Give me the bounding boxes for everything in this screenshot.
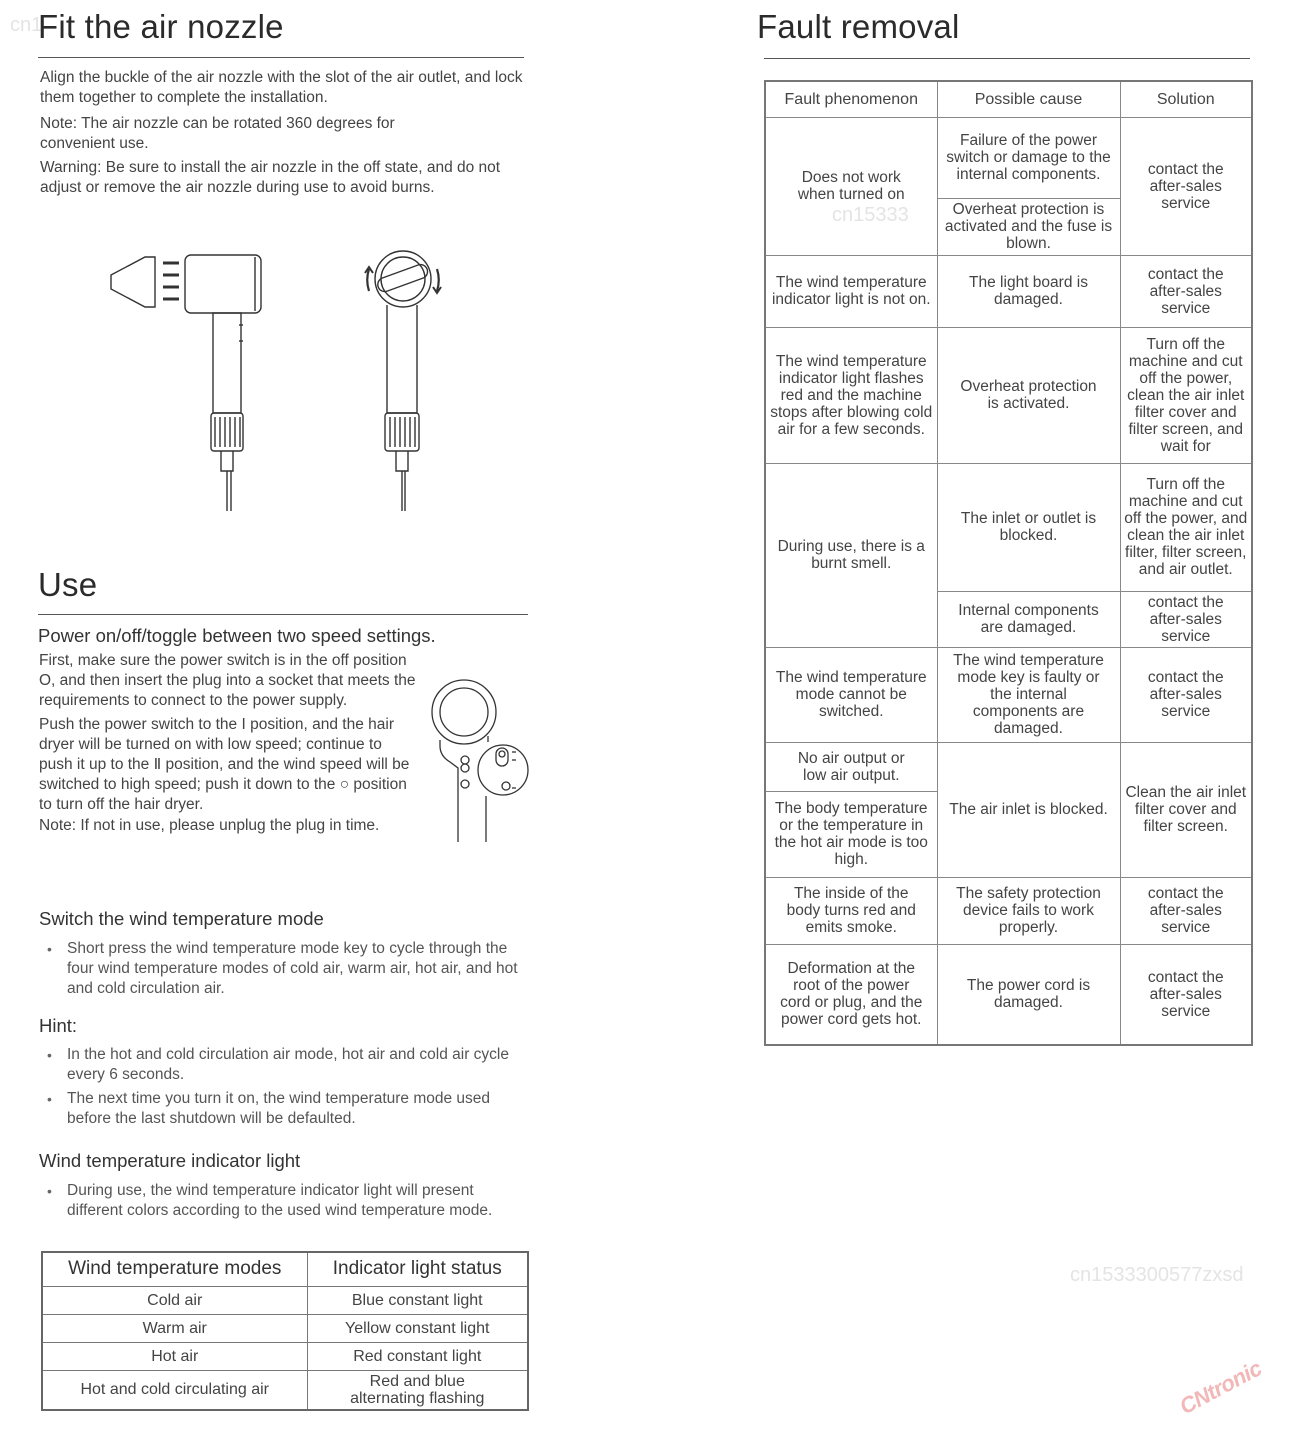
indicator-list: [39, 1181, 531, 1225]
fault-solution: Turn off the machine and cut off the power, clean the air inlet filter cover and filter screen, and wait for: [1120, 327, 1252, 463]
fault-cause: The inlet or outlet is blocked.: [937, 463, 1120, 591]
fault-solution: contact the after-sales service: [1120, 647, 1252, 742]
fault-cause: Failure of the power switch or damage to the internal components.: [937, 117, 1120, 198]
fault-solution: Clean the air inlet filter cover and filter screen.: [1120, 742, 1252, 877]
table-header-row: [765, 81, 1252, 117]
fault-cause: The wind temperature mode key is faulty or the internal components are damaged.: [937, 647, 1120, 742]
fault-phenomenon: Does not work when turned on: [765, 117, 937, 255]
column-header: Wind temperature modes: [42, 1252, 307, 1286]
section-title-fault: Fault removal: [757, 8, 960, 45]
switch-mode-list: [39, 939, 531, 1003]
fault-removal-table: [764, 80, 1253, 1046]
nozzle-text: [40, 68, 525, 198]
power-note: Note: If not in use, please unplug the plug in time.: [39, 816, 380, 834]
list-item: • During use, the wind temperature indicator light will present different colors according to the used wind temperature mode.: [39, 1181, 531, 1221]
fault-cause: Overheat protection is activated and the fuse is blown.: [937, 198, 1120, 255]
list-item: • Short press the wind temperature mode key to cycle through the four wind temperature modes of cold air, warm air, hot air, and hot and cold circulation air.: [39, 939, 531, 999]
fault-solution: contact the after-sales service: [1120, 944, 1252, 1045]
title-rule: [764, 58, 1250, 59]
power-heading: Power on/off/toggle between two speed settings.: [38, 625, 436, 646]
column-header: Fault phenomenon: [765, 81, 937, 117]
fault-cause: Overheat protection is activated.: [937, 327, 1120, 463]
table-header-row: [42, 1252, 528, 1286]
fault-solution: Turn off the machine and cut off the power, and clean the air inlet filter, filter screen, and air outlet.: [1120, 463, 1252, 591]
table-cell: Hot air: [42, 1342, 307, 1370]
table-row: [765, 877, 1252, 944]
nozzle-note: Note: The air nozzle can be rotated 360 degrees for convenient use.: [40, 115, 395, 152]
table-row: [765, 117, 1252, 198]
table-cell: Yellow constant light: [307, 1314, 528, 1342]
title-rule: [38, 614, 528, 615]
cntronic-logo: [1175, 1350, 1284, 1436]
table-row: [42, 1342, 528, 1370]
column-header: Solution: [1120, 81, 1252, 117]
table-row: [765, 327, 1252, 463]
table-row: [42, 1370, 528, 1410]
title-rule: [38, 57, 524, 58]
power-paragraph-1: First, make sure the power switch is in the off position O, and then insert the plug into a socket that meets the requirements to connect to the power supply.: [39, 652, 416, 710]
table-cell: Red and blue alternating flashing: [307, 1370, 528, 1410]
logo-text: CNtronic: [1175, 1355, 1266, 1420]
fault-phenomenon: During use, there is a burnt smell.: [765, 463, 937, 647]
column-header: Indicator light status: [307, 1252, 528, 1286]
watermark-text: cn1: [10, 14, 43, 36]
table-row: [765, 647, 1252, 742]
fault-cause: The air inlet is blocked.: [937, 742, 1120, 877]
watermark-text: cn15333: [832, 204, 909, 226]
table-cell: Blue constant light: [307, 1286, 528, 1314]
table-cell: Hot and cold circulating air: [42, 1370, 307, 1410]
section-title-nozzle: Fit the air nozzle: [38, 8, 284, 45]
hair-dryer-rotation-illustration: [355, 245, 455, 515]
nozzle-warning: Warning: Be sure to install the air nozzle in the off state, and do not adjust or remove the air nozzle during use to avoid burns.: [40, 159, 501, 196]
fault-cause: The power cord is damaged.: [937, 944, 1120, 1045]
table-cell: Cold air: [42, 1286, 307, 1314]
fault-phenomenon: The wind temperature indicator light flashes red and the machine stops after blowing cold air for a few seconds.: [765, 327, 937, 463]
column-header: Possible cause: [937, 81, 1120, 117]
fault-phenomenon: The wind temperature indicator light is not on.: [765, 255, 937, 327]
fault-phenomenon: The body temperature or the temperature in the hot air mode is too high.: [765, 791, 937, 877]
table-row: [765, 463, 1252, 591]
fault-solution: contact the after-sales service: [1120, 877, 1252, 944]
fault-solution: contact the after-sales service: [1120, 255, 1252, 327]
fault-cause: The safety protection device fails to work properly.: [937, 877, 1120, 944]
section-title-use: Use: [38, 566, 98, 603]
power-paragraph-2: Push the power switch to the I position, and the hair dryer will be turned on with low speed; continue to push it up to the Ⅱ position, and the wind speed will be switched to high speed; push it down to the ○ position to turn off the hair dryer.: [39, 715, 410, 814]
table-row: [42, 1286, 528, 1314]
mode-indicator-table: [41, 1251, 529, 1411]
fault-cause: Internal components are damaged.: [937, 591, 1120, 647]
fault-phenomenon: Deformation at the root of the power cord or plug, and the power cord gets hot.: [765, 944, 937, 1045]
switch-mode-heading: Switch the wind temperature mode: [39, 908, 324, 929]
list-item: • In the hot and cold circulation air mode, hot air and cold air cycle every 6 seconds.: [39, 1045, 531, 1085]
fault-solution: contact the after-sales service: [1120, 117, 1252, 255]
table-row: [765, 255, 1252, 327]
hint-list: [39, 1045, 531, 1133]
fault-phenomenon: The inside of the body turns red and emits smoke.: [765, 877, 937, 944]
table-row: [765, 742, 1252, 791]
watermark-text: cn1533300577zxsd: [1070, 1264, 1244, 1286]
table-row: [42, 1314, 528, 1342]
power-switch-illustration: [428, 676, 532, 846]
hair-dryer-with-nozzle-illustration: [105, 245, 265, 515]
table-cell: Red constant light: [307, 1342, 528, 1370]
table-row: [765, 944, 1252, 1045]
table-cell: Warm air: [42, 1314, 307, 1342]
fault-cause: The light board is damaged.: [937, 255, 1120, 327]
power-text: [39, 651, 419, 836]
fault-phenomenon: No air output or low air output.: [765, 742, 937, 791]
nozzle-paragraph: Align the buckle of the air nozzle with the slot of the air outlet, and lock them together to complete the installation.: [40, 69, 523, 106]
indicator-heading: Wind temperature indicator light: [39, 1150, 301, 1171]
list-item: • The next time you turn it on, the wind temperature mode used before the last shutdown will be defaulted.: [39, 1089, 531, 1129]
fault-solution: contact the after-sales service: [1120, 591, 1252, 647]
fault-phenomenon: The wind temperature mode cannot be switched.: [765, 647, 937, 742]
hint-heading: Hint:: [39, 1015, 78, 1036]
